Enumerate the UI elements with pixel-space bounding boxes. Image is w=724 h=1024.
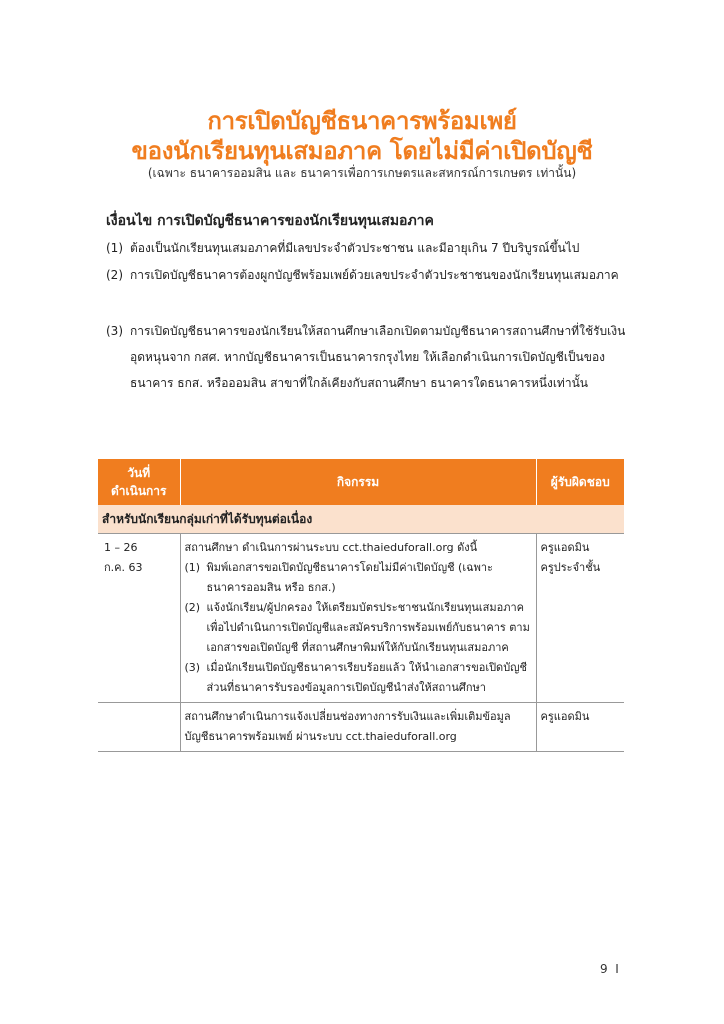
subitem-number: (2): [184, 601, 201, 614]
condition-item: [106, 318, 626, 396]
page-subtitle: (เฉพาะ ธนาคารออมสิน และ ธนาคารเพื่อการเกษตรและสหกรณ์การเกษตร เท่านั้น): [147, 166, 577, 180]
condition-text: ต้องเป็นนักเรียนทุนเสมอภาคที่มีเลขประจำตัวประชาชน และมีอายุเกิน 7 ปีบริบูรณ์ขึ้นไป: [130, 241, 580, 255]
condition-item: [106, 235, 626, 261]
group-row: [98, 505, 624, 534]
subitem-number: (3): [184, 661, 201, 674]
page-title-line2: ของนักเรียนทุนเสมอภาค โดยไม่มีค่าเปิดบัญชี: [131, 137, 593, 165]
owner-cell: ครูแอดมิน: [536, 703, 624, 752]
page-number: 9 I: [600, 962, 619, 976]
conditions-heading: เงื่อนไข การเปิดบัญชีธนาคารของนักเรียนทุนเสมอภาค: [106, 213, 434, 229]
date-cell: [98, 703, 180, 752]
condition-text: การเปิดบัญชีธนาคารต้องผูกบัญชีพร้อมเพย์ด้วยเลขประจำตัวประชาชนของนักเรียนทุนเสมอภาค: [130, 268, 619, 282]
subitem-text: แจ้งนักเรียน/ผู้ปกครอง ให้เตรียมบัตรประชาชนนักเรียนทุนเสมอภาค เพื่อไปดำเนินการเปิดบัญชีและสมัครบริการพร้อมเพย์กับธนาคาร ตามเอกสารขอเปิดบัญชี ที่สถานศึกษาพิมพ์ให้กับนักเรียนทุนเสมอภาค: [206, 601, 530, 654]
condition-text: การเปิดบัญชีธนาคารของนักเรียนให้สถานศึกษาเลือกเปิดตามบัญชีธนาคารสถานศึกษาที่ใช้รับเงินอุดหนุนจาก กสศ. หากบัญชีธนาคารเป็นธนาคารกรุงไทย ให้เลือกดำเนินการเปิดบัญชีเป็นของธนาคาร ธกส. หรือออมสิน สาขาที่ใกล้เคียงกับสถานศึกษา ธนาคารใดธนาคารหนึ่งเท่านั้น: [130, 324, 626, 390]
condition-number: (1): [106, 241, 123, 255]
page-title-line1: การเปิดบัญชีธนาคารพร้อมเพย์: [207, 107, 517, 135]
activity-cell: สถานศึกษาดำเนินการแจ้งเปลี่ยนช่องทางการรับเงินและเพิ่มเติมข้อมูลบัญชีธนาคารพร้อมเพย์ ผ่านระบบ cct.thaieduforall.org: [180, 703, 536, 752]
subitem-number: (1): [184, 561, 201, 574]
condition-item: [106, 262, 626, 288]
subitem-text: เมื่อนักเรียนเปิดบัญชีธนาคารเรียบร้อยแล้ว ให้นำเอกสารขอเปิดบัญชีส่วนที่ธนาคารรับรองข้อมูลการเปิดบัญชีนำส่งให้สถานศึกษา: [206, 661, 528, 694]
activity-table: [98, 459, 624, 752]
subitem-text: พิมพ์เอกสารขอเปิดบัญชีธนาคารโดยไม่มีค่าเปิดบัญชี (เฉพาะ ธนาคารออมสิน หรือ ธกส.): [206, 561, 493, 594]
header-owner: ผู้รับผิดชอบ: [536, 459, 624, 505]
table-header-row: [98, 459, 624, 505]
table-row: [98, 703, 624, 752]
activity-cell: [180, 534, 536, 703]
activity-intro: สถานศึกษา ดำเนินการผ่านระบบ cct.thaieduforall.org ดังนี้: [184, 541, 478, 554]
date-cell: 1 – 26 ก.ค. 63: [98, 534, 180, 703]
condition-number: (3): [106, 324, 123, 338]
activity-subitem: [185, 658, 532, 698]
header-date: วันที่ ดำเนินการ: [98, 459, 180, 505]
activity-subitem: [185, 598, 532, 658]
condition-number: (2): [106, 268, 123, 282]
table-row: [98, 534, 624, 703]
owner-cell: ครูแอดมิน ครูประจำชั้น: [536, 534, 624, 703]
group-label: สำหรับนักเรียนกลุ่มเก่าที่ได้รับทุนต่อเนื่อง: [98, 505, 624, 534]
activity-subitem: [185, 558, 532, 598]
header-activity: กิจกรรม: [180, 459, 536, 505]
